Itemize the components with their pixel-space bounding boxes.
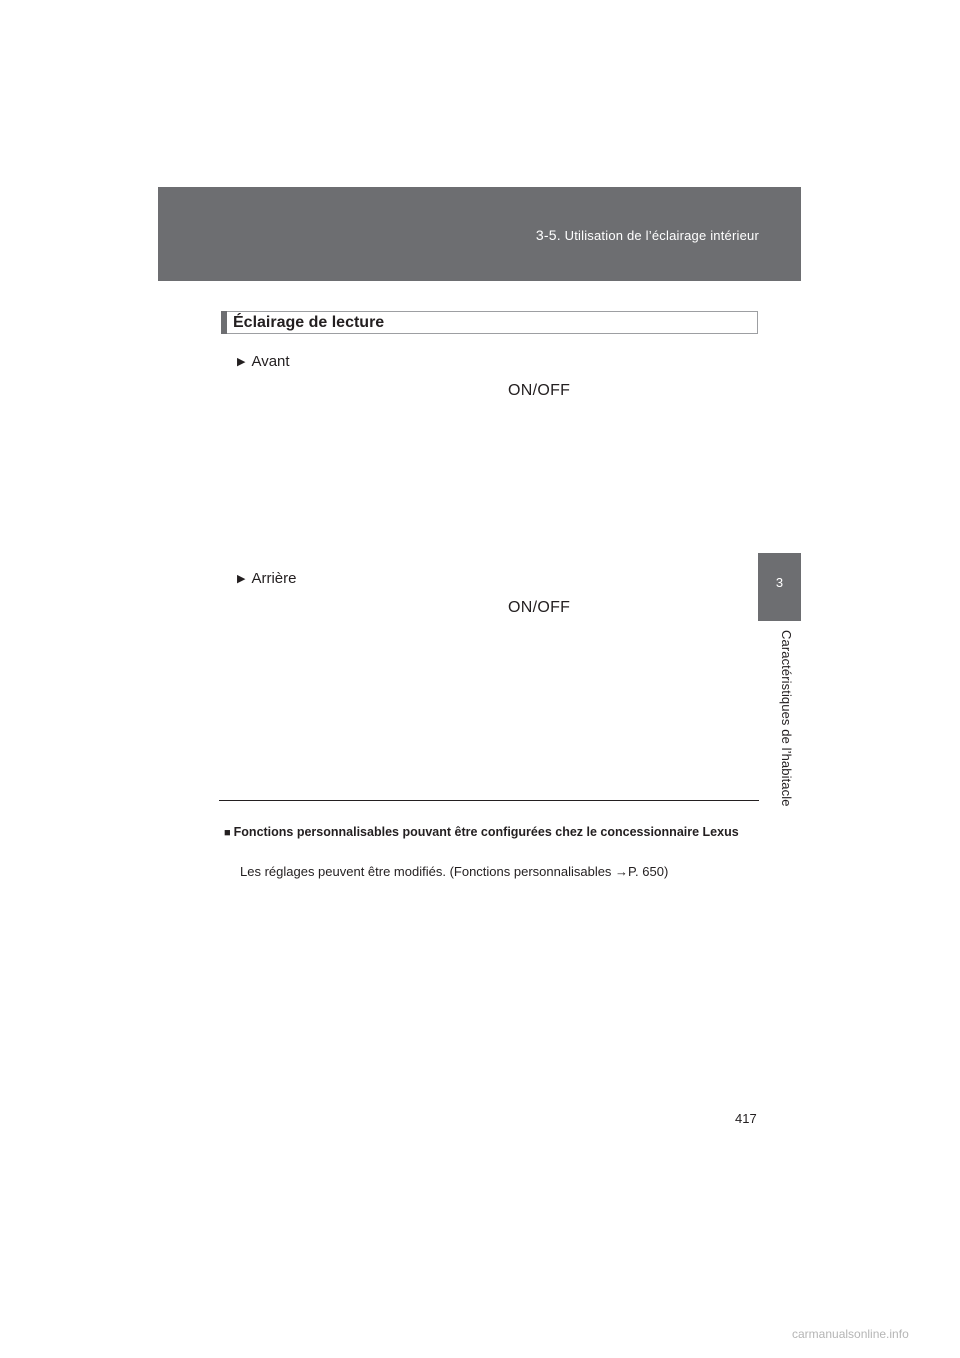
switch-label-rear: ON/OFF — [508, 599, 571, 616]
note-text: Les réglages peuvent être modifiés. (Fonctions personnalisables →P. 650) — [240, 864, 669, 879]
chapter-title: Utilisation de l’éclairage intérieur — [564, 228, 759, 243]
subhead-rear — [237, 570, 296, 587]
note-title — [224, 822, 758, 843]
square-bullet-icon: ■ — [224, 827, 231, 839]
note-title-text: Fonctions personnalisables pouvant être configurées chez le concessionnaire Lexus — [233, 825, 739, 839]
triangle-bullet-icon: ▶ — [237, 356, 246, 368]
subhead-front — [237, 353, 290, 370]
divider-rule — [219, 800, 759, 801]
switch-label-front: ON/OFF — [508, 382, 571, 399]
header-band — [158, 187, 801, 281]
subhead-front-label: Avant — [251, 353, 290, 370]
chapter-tab-label: Caractéristiques de l’habitacle — [779, 630, 794, 807]
triangle-bullet-icon: ▶ — [237, 573, 246, 585]
watermark: carmanualsonline.info — [792, 1327, 909, 1341]
chapter-tab — [758, 553, 801, 621]
section-accent — [221, 311, 227, 334]
chapter-tab-number: 3 — [775, 575, 784, 590]
section-title: Éclairage de lecture — [233, 314, 385, 331]
chapter-number: 3-5. — [535, 227, 561, 243]
section-header — [221, 311, 758, 334]
subhead-rear-label: Arrière — [251, 570, 297, 587]
page-number: 417 — [735, 1111, 757, 1126]
chapter-header — [536, 227, 759, 243]
